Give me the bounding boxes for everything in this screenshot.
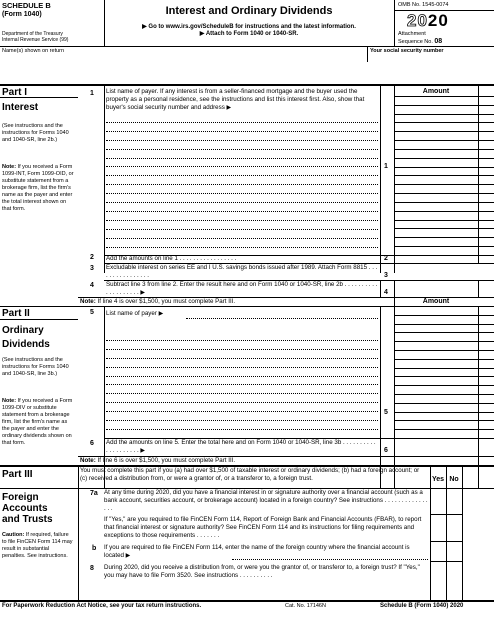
line-1-payer-row-4[interactable] xyxy=(106,149,378,150)
line-7a-yes-checkbox[interactable] xyxy=(431,506,445,513)
line-7a-followup-yes-checkbox[interactable] xyxy=(431,533,445,540)
no-header: No xyxy=(449,476,459,483)
line-1-payer-row-6[interactable] xyxy=(106,166,378,167)
line-1-amount-row-10[interactable] xyxy=(394,184,494,185)
line-3-number: 3 xyxy=(90,265,94,272)
line-5-box-number: 5 xyxy=(384,409,388,416)
form-title: Interest and Ordinary Dividends xyxy=(165,5,333,17)
attachment-label: Attachment xyxy=(398,31,426,37)
line-1-text: List name of payer. If any interest is from a seller-financed mortgage and the buyer used the property as a personal residence, see the instructions and list this interest first. Also, show that buyer's social security number and address ▶ xyxy=(106,88,365,111)
line-5-amount-row-5[interactable] xyxy=(394,350,494,351)
line-1-amount-row-14[interactable] xyxy=(394,220,494,221)
line-5-payer-row-10[interactable] xyxy=(106,420,378,421)
line-5-amount-row-9[interactable] xyxy=(394,385,494,386)
line-1-amount-row-6[interactable] xyxy=(394,149,494,150)
footer-form-id: Schedule B (Form 1040) 2020 xyxy=(380,603,464,609)
part-2-title-line-2: Dividends xyxy=(2,339,50,350)
line-1-amount-row-4[interactable] xyxy=(394,131,494,132)
line-1-payer-row-14[interactable] xyxy=(106,238,378,239)
line-5-payer-row-1[interactable] xyxy=(106,340,378,341)
line-1-amount-row-7[interactable] xyxy=(394,158,494,159)
line-6-text: Add the amounts on line 5. Enter the total here and on Form 1040 or 1040-SR, line 3b . . . . . . . . . . . . . . . . . . . . ▶ xyxy=(106,439,376,454)
line-8-yes-checkbox[interactable] xyxy=(431,573,445,580)
line-4-number: 4 xyxy=(90,282,94,289)
line-1-amount-row-9[interactable] xyxy=(394,175,494,176)
name-label: Name(s) shown on return xyxy=(2,48,65,54)
line-1-payer-row-12[interactable] xyxy=(106,220,378,221)
form-number: (Form 1040) xyxy=(2,11,42,18)
line-5-payer-entries xyxy=(104,331,380,438)
line-5-payer-row-2[interactable] xyxy=(106,349,378,350)
part-3-title-line-2: Accounts xyxy=(2,503,48,514)
line-7a-no-checkbox[interactable] xyxy=(447,506,461,513)
part-2-amount-header: Amount xyxy=(422,298,450,305)
line-6-number: 6 xyxy=(90,440,94,447)
line-7b-country-field[interactable] xyxy=(232,552,428,559)
line-1-amount-row-12[interactable] xyxy=(394,202,494,203)
line-1-box-number: 1 xyxy=(384,163,388,170)
line-1-payer-row-10[interactable] xyxy=(106,202,378,203)
line-5-amount-row-12[interactable] xyxy=(394,412,494,413)
part-3-intro: You must complete this part if you (a) had over $1,500 of taxable interest or ordinary dividends; (b) had a foreign account; or (c) received a distribution from, or were a grantor of, or a transferor to, a foreign trust. xyxy=(80,467,420,482)
line-2-text: Add the amounts on line 1 . . . . . . . . . . . . . . . . . xyxy=(106,255,237,262)
form-id: SCHEDULE B xyxy=(2,1,51,10)
instructions-line-1: ▶ Go to www.irs.gov/ScheduleB for instructions and the latest information. xyxy=(142,24,356,30)
line-1-payer-row-2[interactable] xyxy=(106,131,378,132)
sequence-label: Sequence No. 08 xyxy=(398,38,443,45)
line-5-amount-row-14[interactable] xyxy=(394,429,494,430)
line-5-payer-row-7[interactable] xyxy=(106,393,378,394)
part-1-bottom-note: Note: If line 4 is over $1,500, you must complete Part III. xyxy=(80,298,236,305)
line-5-amount-row-1[interactable] xyxy=(394,315,494,316)
line-1-amount-row-5[interactable] xyxy=(394,140,494,141)
line-5-amount-rows xyxy=(394,306,494,438)
ssn-label: Your social security number xyxy=(370,48,444,54)
part-1-amount-header: Amount xyxy=(422,88,450,95)
line-1-amount-row-2[interactable] xyxy=(394,114,494,115)
line-8-text: During 2020, did you receive a distribution from, or were you the grantor of, or transferor to, a foreign trust? If "Yes," you may have to file Form 3520. See instructions . . . . . . . . . . xyxy=(104,564,420,579)
line-5-amount-row-3[interactable] xyxy=(394,332,494,333)
part-1-title: Interest xyxy=(2,102,39,113)
line-7b-number: b xyxy=(92,545,97,552)
part-2-note: Note: If you received a Form 1099-DIV or substitute statement from a brokerage firm, list the firm's name as the payer and enter the ordinary dividends shown on that form. xyxy=(2,398,73,446)
line-1-payer-row-15[interactable] xyxy=(106,247,378,248)
instructions-line-2: ▶ Attach to Form 1040 or 1040-SR. xyxy=(199,31,299,37)
line-6-amount[interactable] xyxy=(396,447,476,454)
line-5-payer-row-8[interactable] xyxy=(106,402,378,403)
line-2-box-number: 2 xyxy=(384,255,388,262)
line-7a-followup-no-checkbox[interactable] xyxy=(447,533,461,540)
line-5-amount-row-10[interactable] xyxy=(394,394,494,395)
line-5-amount-row-4[interactable] xyxy=(394,341,494,342)
line-8-no-checkbox[interactable] xyxy=(447,573,461,580)
footer-notice: For Paperwork Reduction Act Notice, see your tax return instructions. xyxy=(2,603,202,609)
line-1-payer-row-3[interactable] xyxy=(106,140,378,141)
line-3-amount[interactable] xyxy=(396,272,476,279)
line-5-amount-row-13[interactable] xyxy=(394,420,494,421)
part-3-label: Part III xyxy=(2,469,33,480)
line-5-amount-row-6[interactable] xyxy=(394,359,494,360)
part-2-bottom-note: Note: If line 6 is over $1,500, you must complete Part III. xyxy=(80,457,236,464)
part-2-title-line-1: Ordinary xyxy=(2,325,44,336)
tax-year: 2020 xyxy=(407,11,449,30)
line-1-amount-row-17[interactable] xyxy=(394,246,494,247)
line-5-payer-row-11[interactable] xyxy=(106,429,378,430)
line-2-amount[interactable] xyxy=(396,256,476,263)
line-5-amount-row-2[interactable] xyxy=(394,324,494,325)
line-1-payer-row-8[interactable] xyxy=(106,184,378,185)
line-1-amount-row-15[interactable] xyxy=(394,228,494,229)
part-1-label: Part I xyxy=(2,87,28,98)
line-1-payer-row-5[interactable] xyxy=(106,158,378,159)
line-1-payer-entries xyxy=(104,113,380,255)
line-1-amount-row-1[interactable] xyxy=(394,105,494,106)
part-3-title-line-3: and Trusts xyxy=(2,514,53,525)
line-3-text: Excludable interest on series EE and I U.S. savings bonds issued after 1989. Attach Form 8815 . . . . . . . . . . . . . . . . xyxy=(106,264,378,279)
footer-cat-number: Cat. No. 17146N xyxy=(285,603,326,609)
line-6-box-number: 6 xyxy=(384,447,388,454)
line-8-number: 8 xyxy=(90,565,94,572)
line-1-amount-row-11[interactable] xyxy=(394,193,494,194)
line-7b-text: If you are required to file FinCEN Form 114, enter the name of the foreign country where the financial account is located ▶ xyxy=(104,544,410,559)
line-2-number: 2 xyxy=(90,254,94,261)
line-1-number: 1 xyxy=(90,90,94,97)
ssn-field[interactable] xyxy=(370,54,490,61)
part-3-caution: Caution: If required, failure to file FinCEN Form 114 may result in substantial penalties. See instructions. xyxy=(2,532,73,559)
line-5-amount-row-8[interactable] xyxy=(394,376,494,377)
line-1-amount-row-8[interactable] xyxy=(394,167,494,168)
line-1-payer-row-7[interactable] xyxy=(106,175,378,176)
part-1-note: Note: If you received a Form 1099-INT, Form 1099-OID, or substitute statement from a brokerage firm, list the firm's name as the payer and enter the total interest shown on that form. xyxy=(2,164,74,212)
line-5-number: 5 xyxy=(90,309,94,316)
line-1-payer-row-11[interactable] xyxy=(106,211,378,212)
line-7a-number: 7a xyxy=(90,490,98,497)
line-5-payer-row-6[interactable] xyxy=(106,384,378,385)
line-1-amount-row-3[interactable] xyxy=(394,122,494,123)
line-4-amount[interactable] xyxy=(396,289,476,296)
part-2-side-note: (See instructions and the instructions for Forms 1040 and 1040-SR, line 3b.) xyxy=(2,357,69,377)
line-5-payer-row-3[interactable] xyxy=(106,358,378,359)
omb-number: OMB No. 1545-0074 xyxy=(398,2,449,8)
part-3-title-line-1: Foreign xyxy=(2,492,39,503)
line-3-box-number: 3 xyxy=(384,272,388,279)
line-1-amount-row-13[interactable] xyxy=(394,211,494,212)
line-5-payer-row-9[interactable] xyxy=(106,411,378,412)
line-4-text: Subtract line 3 from line 2. Enter the result here and on Form 1040 or 1040-SR, line 2b . . . . . . . . . . . . . . . . . . . . ▶ xyxy=(106,281,378,296)
part-1-side-note: (See instructions and the instructions for Forms 1040 and 1040-SR, line 2b.) xyxy=(2,123,69,143)
line-1-amount-row-16[interactable] xyxy=(394,237,494,238)
line-5-payer-row-4[interactable] xyxy=(106,367,378,368)
line-7a-text: At any time during 2020, did you have a financial interest in or signature authority over a financial account (such as a bank account, securities account, or brokerage account) located in a foreign country? See instructions . . . . . . . . . . . . . . . . xyxy=(104,489,428,512)
line-1-payer-row-9[interactable] xyxy=(106,193,378,194)
yes-header: Yes xyxy=(431,476,445,483)
line-4-box-number: 4 xyxy=(384,289,388,296)
line-1-amount-rows xyxy=(394,96,494,255)
dept-line-1: Department of the Treasury xyxy=(2,31,63,37)
line-1-payer-row-1[interactable] xyxy=(106,122,378,123)
part-2-label: Part II xyxy=(2,308,30,319)
line-5-amount-row-7[interactable] xyxy=(394,368,494,369)
line-5-amount-row-11[interactable] xyxy=(394,403,494,404)
line-7a-followup-text: If "Yes," are you required to file FinCEN Form 114, Report of Foreign Bank and Financial Accounts (FBAR), to report that financial interest or signature authority? See FinCEN Form 114 and its instructions for filing requirements and exceptions to those requirements . . . . . . . xyxy=(104,516,422,539)
line-5-text: List name of payer ▶ xyxy=(106,310,164,317)
dept-line-2: Internal Revenue Service (99) xyxy=(2,37,69,43)
name-field[interactable] xyxy=(2,54,364,61)
line-1-payer-row-13[interactable] xyxy=(106,229,378,230)
line-5-payer-row-5[interactable] xyxy=(106,376,378,377)
